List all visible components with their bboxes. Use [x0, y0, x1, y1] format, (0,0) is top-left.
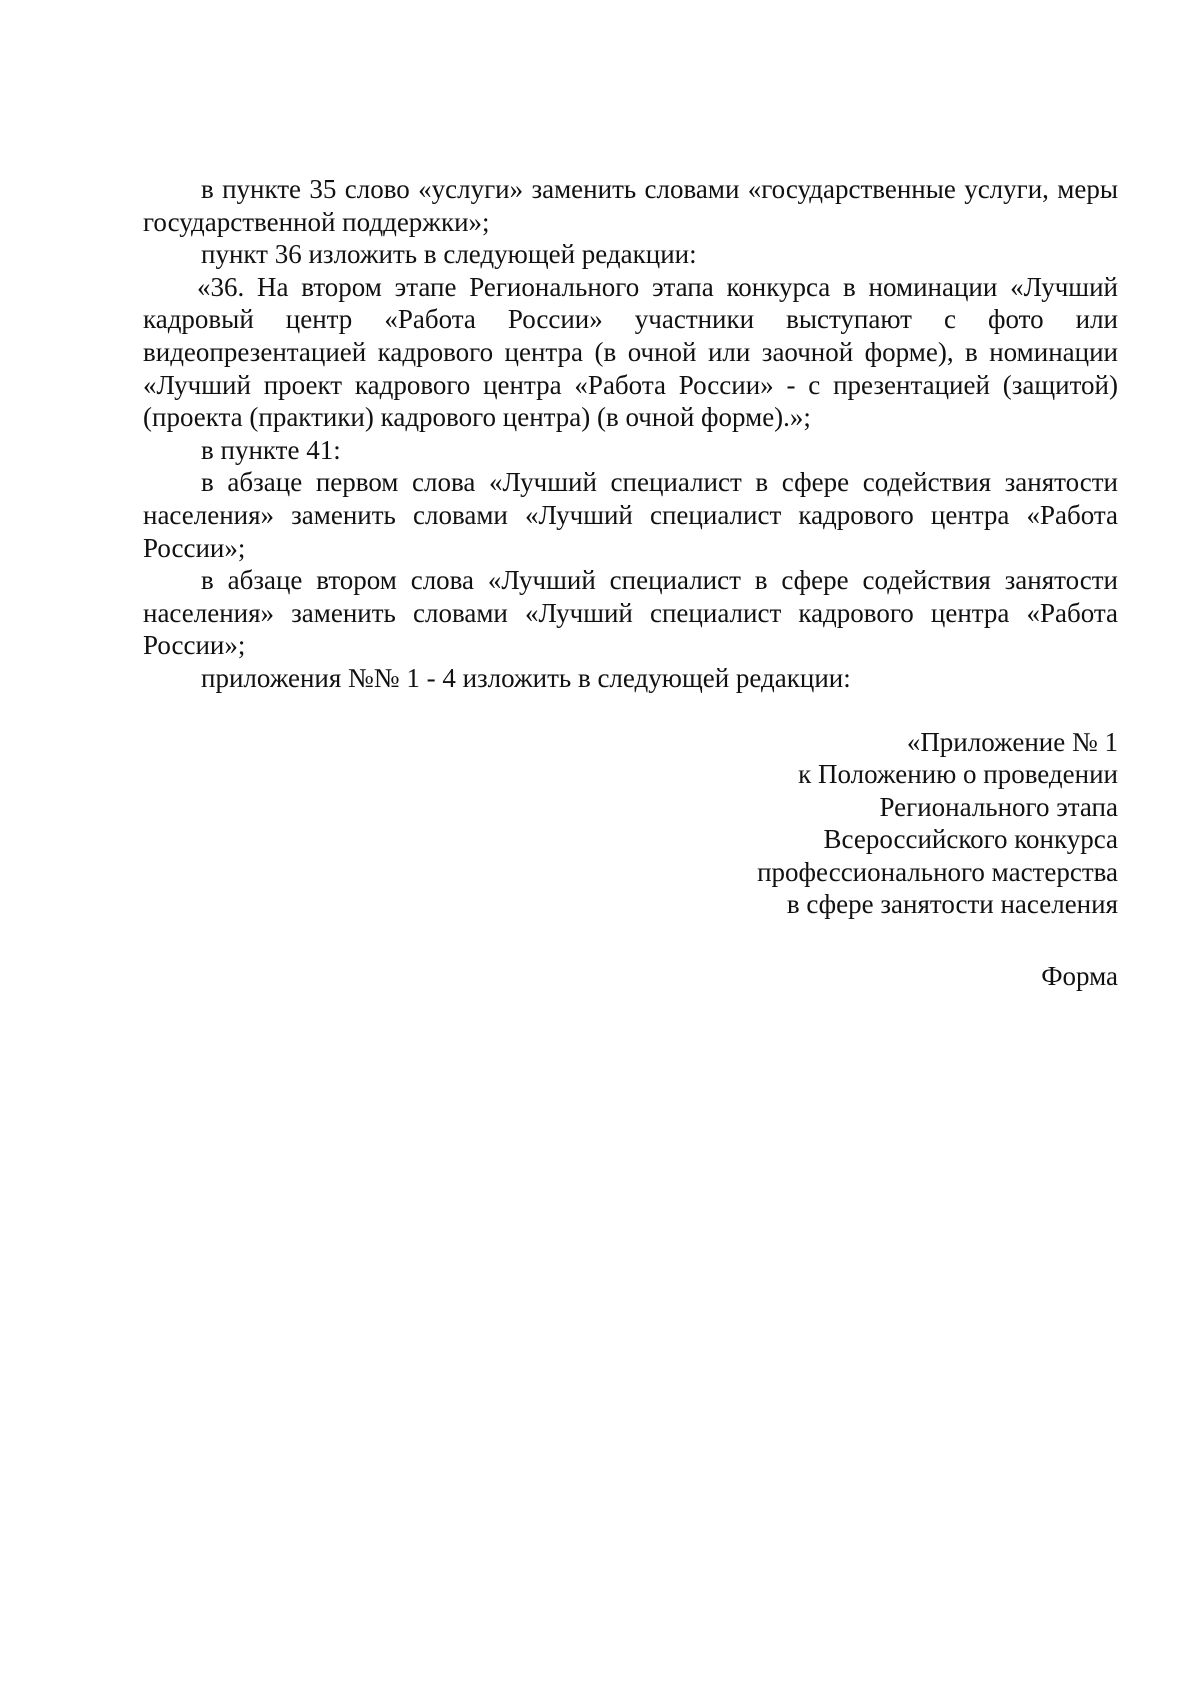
appendix-line: Регионального этапа: [879, 791, 1118, 822]
paragraph-item-41-second: в абзаце втором слова «Лучший специалист в сфере содействия занятости населения» заменить словами «Лучший специалист кадрового центра «Работа России»;: [143, 565, 1118, 661]
appendix-line: в сфере занятости населения: [786, 889, 1118, 920]
appendix-line: «Приложение № 1: [906, 726, 1118, 757]
paragraph-item-36-intro: пункт 36 изложить в следующей редакции:: [201, 239, 697, 270]
appendix-heading: [143, 726, 1118, 922]
form-label: Форма: [1041, 961, 1118, 992]
appendix-line: к Положению о проведении: [798, 759, 1118, 790]
paragraph-item-41-intro: в пункте 41:: [201, 434, 341, 465]
paragraph-item-35: в пункте 35 слово «услуги» заменить словами «государственные услуги, меры государственной поддержки»;: [143, 174, 1118, 237]
paragraph-item-41-first: в абзаце первом слова «Лучший специалист в сфере содействия занятости населения» заменить словами «Лучший специалист кадрового центра «Работа России»;: [143, 467, 1118, 563]
paragraph-appendices: приложения №№ 1 - 4 изложить в следующей редакции:: [201, 662, 851, 693]
paragraph-item-36-text: «36. На втором этапе Регионального этапа конкурса в номинации «Лучший кадровый центр «Работа России» участники выступают с фото или видеопрезентацией кадрового центра (в очной или заочной форме), в номинации «Лучший проект кадрового центра «Работа России» - с презентацией (защитой) (проекта (практики) кадрового центра) (в очной форме).»;: [143, 271, 1118, 433]
document-page: [143, 173, 1118, 993]
appendix-line: Всероссийского конкурса: [823, 824, 1118, 855]
appendix-line: профессионального мастерства: [757, 856, 1118, 887]
